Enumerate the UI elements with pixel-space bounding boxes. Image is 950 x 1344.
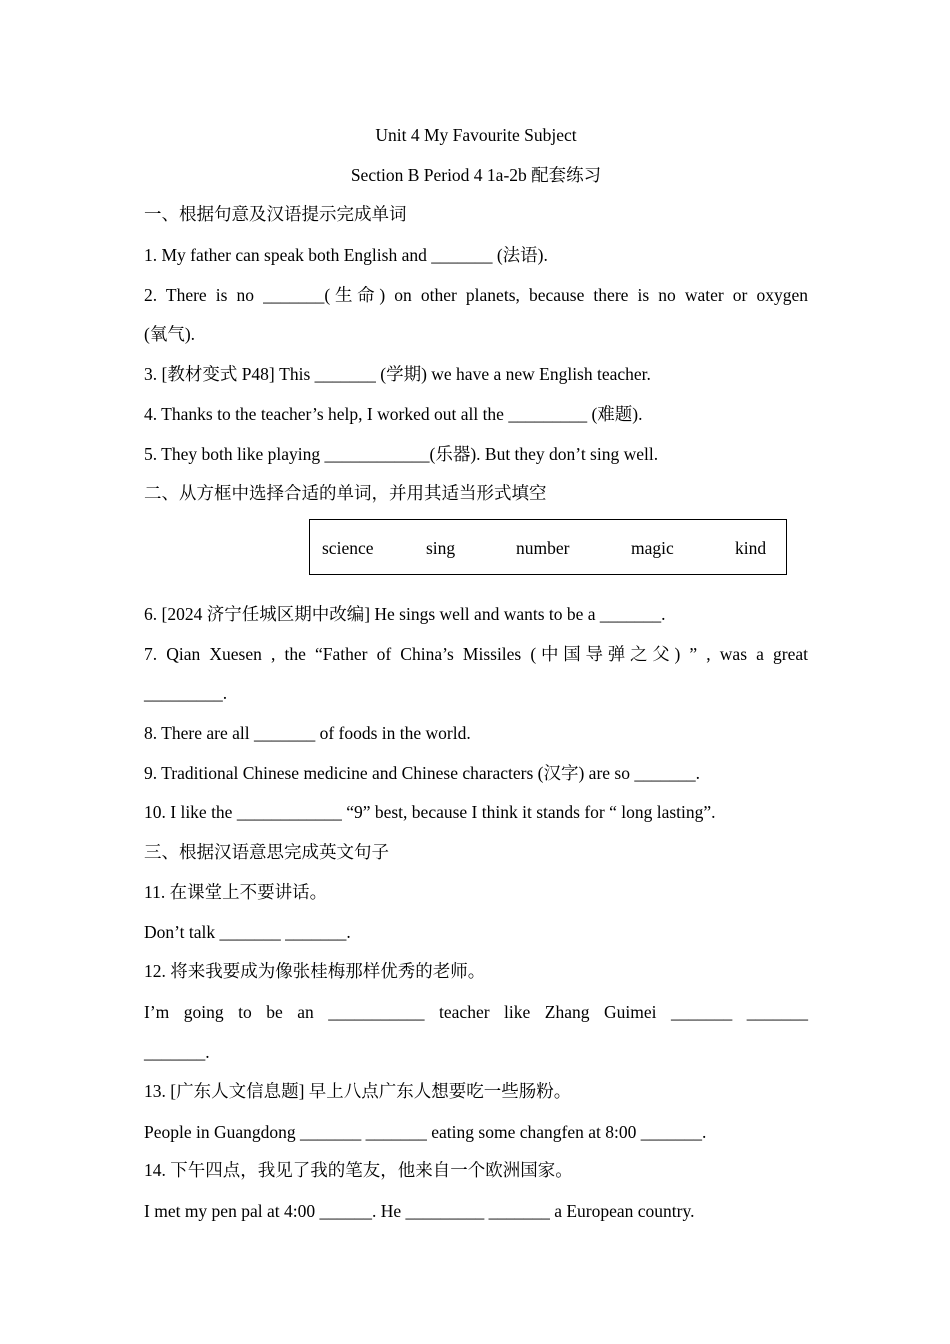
word-box-item: number xyxy=(516,538,570,558)
question-11-english: Don’t talk _______ _______. xyxy=(144,922,351,942)
section-heading-1: 一、根据句意及汉语提示完成单词 xyxy=(144,204,407,224)
question-14-english: I met my pen pal at 4:00 ______. He _________ _______ a European country. xyxy=(144,1201,695,1221)
word-box-item: sing xyxy=(426,538,456,558)
question-11-chinese: 11. 在课堂上不要讲话。 xyxy=(144,882,328,902)
word-box xyxy=(309,519,787,575)
question-4: 4. Thanks to the teacher’s help, I worked out all the _________ (难题). xyxy=(144,404,643,424)
question-5: 5. They both like playing ____________(乐器). But they don’t sing well. xyxy=(144,444,659,464)
question-13-english: People in Guangdong _______ _______ eating some changfen at 8:00 _______. xyxy=(144,1122,707,1142)
question-12-english-line-2: _______. xyxy=(144,1042,210,1062)
word-box-item: science xyxy=(322,538,374,558)
question-7-line-1: 7. Qian Xuesen , the “Father of China’s Missiles (中国导弹之父) ” , was a great xyxy=(144,644,808,664)
page-title: Unit 4 My Favourite Subject xyxy=(375,125,577,145)
word-box-item: magic xyxy=(631,538,674,558)
page-subtitle: Section B Period 4 1a-2b 配套练习 xyxy=(350,165,602,185)
question-1: 1. My father can speak both English and _______ (法语). xyxy=(144,245,548,265)
question-2-line-1: 2. There is no _______(生命) on other planets, because there is no water or oxygen xyxy=(144,285,808,305)
question-3: 3. [教材变式 P48] This _______ (学期) we have a new English teacher. xyxy=(144,364,651,384)
section-heading-3: 三、根据汉语意思完成英文句子 xyxy=(144,842,389,862)
question-12-chinese: 12. 将来我要成为像张桂梅那样优秀的老师。 xyxy=(144,961,486,981)
question-13-chinese: 13. [广东人文信息题] 早上八点广东人想要吃一些肠粉。 xyxy=(144,1081,572,1101)
question-7-line-2: _________. xyxy=(144,683,228,703)
question-12-english-line-1: I’m going to be an ___________ teacher like Zhang Guimei _______ _______ xyxy=(144,1002,808,1022)
worksheet-page xyxy=(144,0,808,1344)
question-8: 8. There are all _______ of foods in the world. xyxy=(144,723,471,743)
question-9: 9. Traditional Chinese medicine and Chinese characters (汉字) are so _______. xyxy=(144,763,700,783)
question-2-line-2: (氧气). xyxy=(144,324,196,344)
section-heading-2: 二、从方框中选择合适的单词，并用其适当形式填空 xyxy=(144,483,547,503)
question-6: 6. [2024 济宁任城区期中改编] He sings well and wants to be a _______. xyxy=(144,604,666,624)
word-box-item: kind xyxy=(735,538,767,558)
question-14-chinese: 14. 下午四点，我见了我的笔友，他来自一个欧洲国家。 xyxy=(144,1160,573,1180)
question-10: 10. I like the ____________ “9” best, because I think it stands for “ long lasting”. xyxy=(144,802,716,822)
